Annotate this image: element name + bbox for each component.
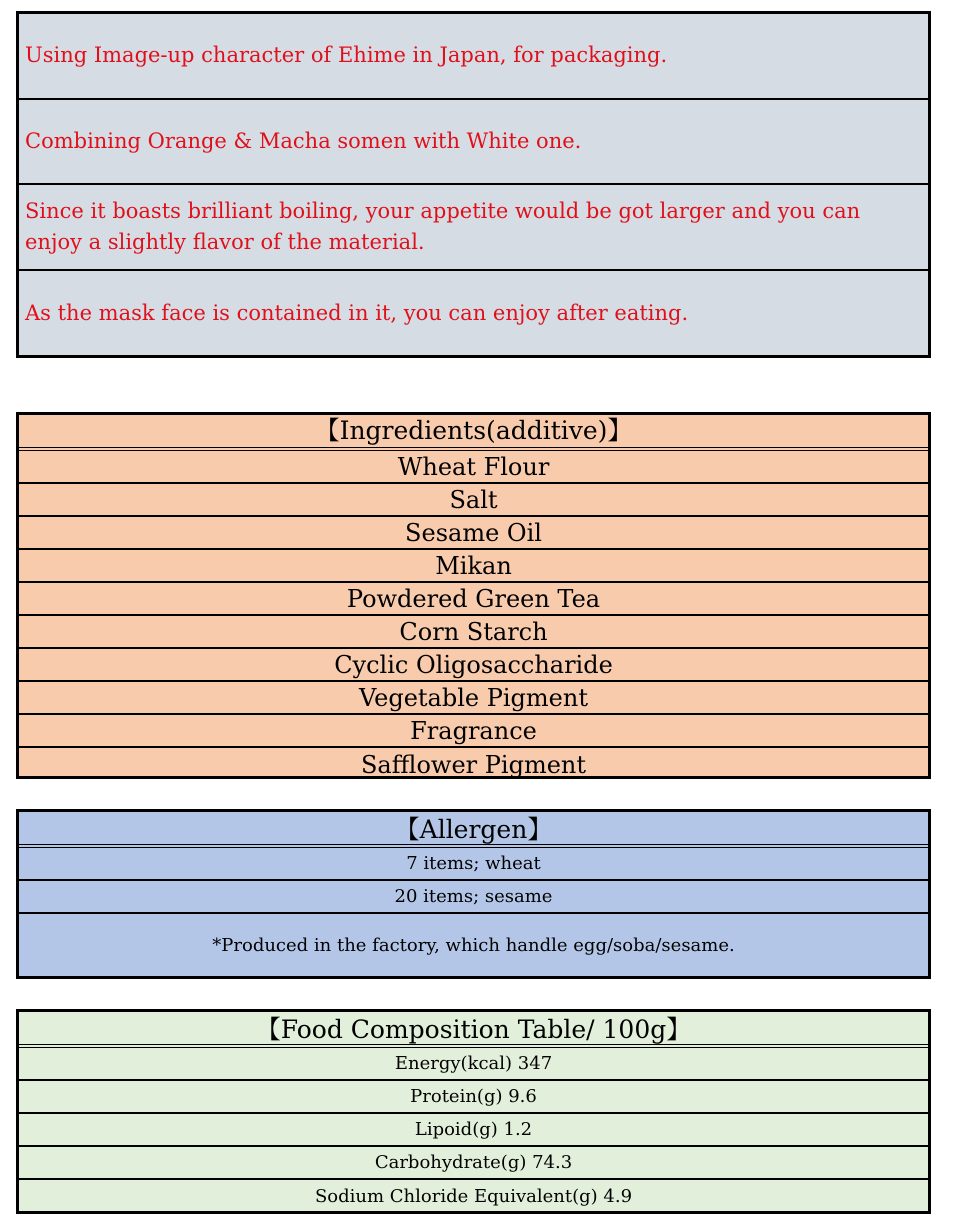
description-line: Since it boasts brilliant boiling, your appetite would be got larger and you can enjoy a slightly flavor of the material. [19,185,928,271]
ingredient-item: Sesame Oil [19,517,928,550]
composition-item: Carbohydrate(g) 74.3 [19,1147,928,1180]
ingredients-table [16,412,931,779]
ingredient-item: Corn Starch [19,616,928,649]
ingredient-item: Safflower Pigment [360,750,587,779]
description-table [16,11,931,358]
ingredient-item: Wheat Flour [19,451,928,484]
composition-title: 【Food Composition Table/ 100g】 [19,1012,928,1048]
ingredients-title: 【Ingredients(additive)】 [19,415,928,451]
allergen-title: 【Allergen】 [19,812,928,848]
description-line: Combining Orange & Macha somen with White one. [19,100,928,186]
food-composition-table [16,1009,931,1214]
ingredient-item: Cyclic Oligosaccharide [19,649,928,682]
composition-item: Sodium Chloride Equivalent(g) 4.9 [314,1186,633,1207]
allergen-item: 7 items; wheat [19,848,928,881]
ingredient-item: Vegetable Pigment [19,682,928,715]
ingredient-item: Powdered Green Tea [19,583,928,616]
allergen-note: *Produced in the factory, which handle egg/soba/sesame. [212,934,735,956]
composition-item: Lipoid(g) 1.2 [19,1114,928,1147]
description-line: As the mask face is contained in it, you can enjoy after eating. [25,301,689,325]
ingredient-item: Salt [19,484,928,517]
description-line: Using Image-up character of Ehime in Japan, for packaging. [19,14,928,100]
composition-item: Energy(kcal) 347 [19,1048,928,1081]
composition-item: Protein(g) 9.6 [19,1081,928,1114]
allergen-item: 20 items; sesame [19,881,928,914]
ingredient-item: Mikan [19,550,928,583]
ingredient-item: Fragrance [19,715,928,748]
allergen-table [16,809,931,979]
